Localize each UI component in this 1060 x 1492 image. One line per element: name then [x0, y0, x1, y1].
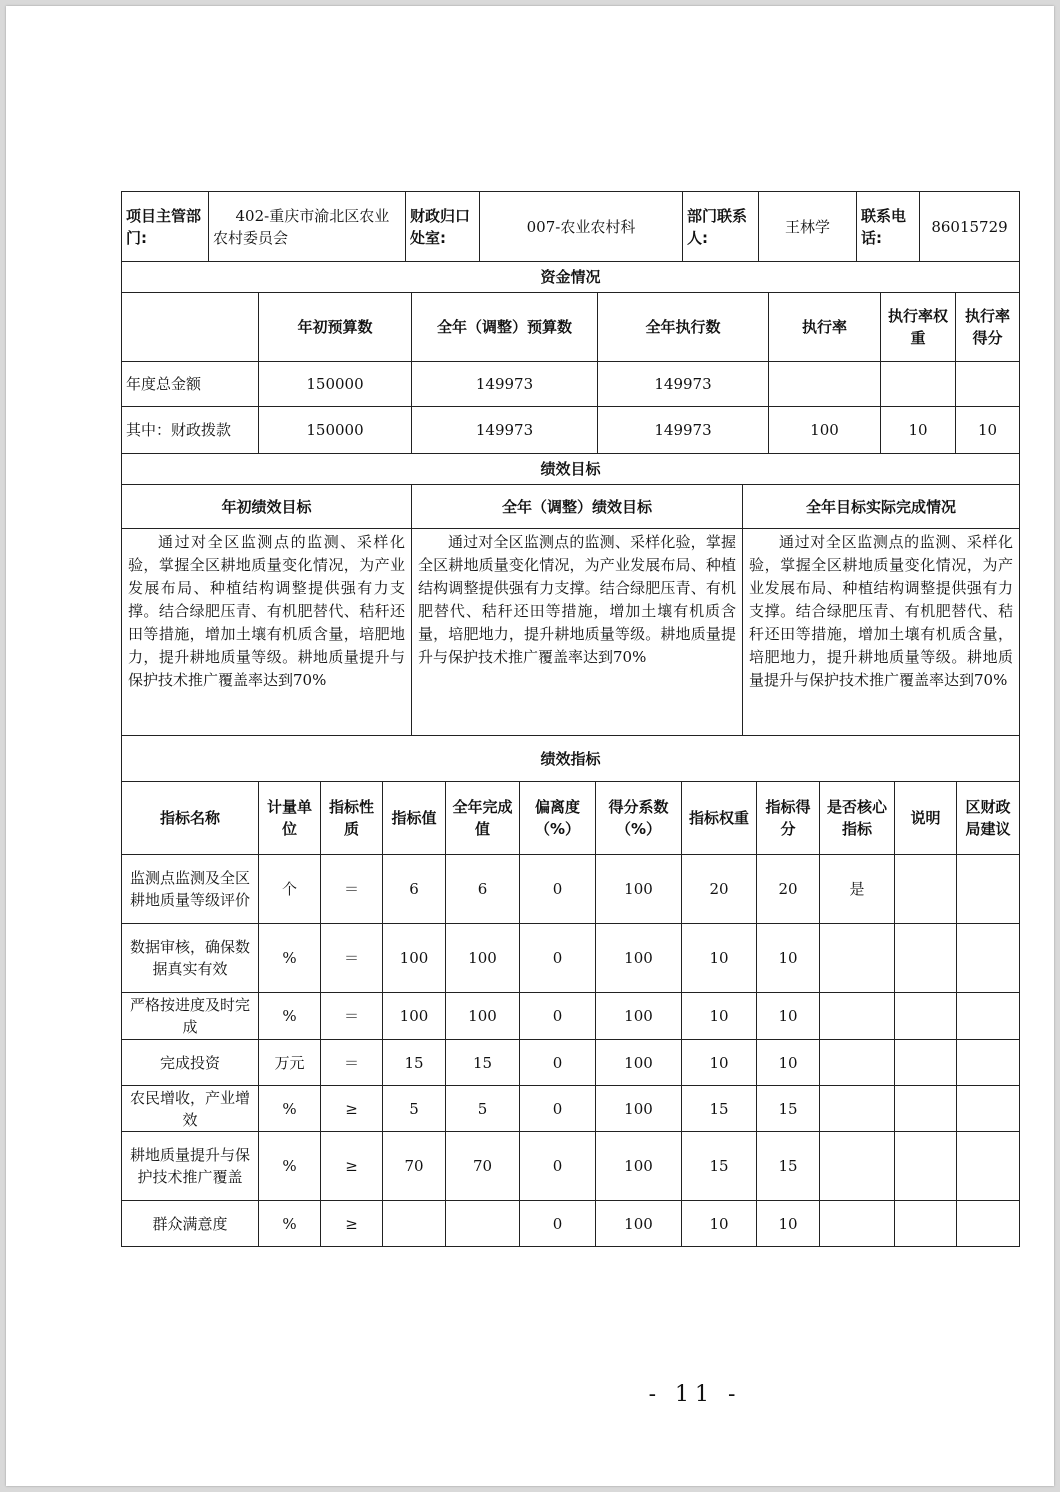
indicator-cell: 100	[596, 993, 682, 1040]
indicator-cell: 100	[446, 993, 520, 1040]
indicator-cell: 6	[446, 855, 520, 924]
indicator-name-cell: 严格按进度及时完成	[122, 993, 259, 1040]
dept-label: 项目主管部门:	[122, 192, 209, 262]
indicator-cell	[383, 1201, 446, 1247]
indicator-cell	[957, 924, 1020, 993]
indicator-cell	[820, 1086, 895, 1132]
ind-header-core: 是否核心指标	[820, 782, 895, 855]
indicator-cell: %	[259, 1132, 321, 1201]
indicator-cell: ＝	[321, 855, 383, 924]
indicator-cell: 10	[757, 1040, 820, 1086]
funds-header-blank	[122, 293, 259, 362]
indicator-cell: 0	[520, 1132, 596, 1201]
indicator-cell: 100	[596, 924, 682, 993]
goals-section-title: 绩效目标	[122, 454, 1020, 485]
indicator-cell	[895, 1201, 957, 1247]
indicator-cell: 0	[520, 1201, 596, 1247]
finance-office-value: 007-农业农村科	[480, 192, 683, 262]
ind-header-note: 说明	[895, 782, 957, 855]
phone-label: 联系电话:	[857, 192, 920, 262]
indicator-cell: 0	[520, 855, 596, 924]
indicator-cell: 70	[446, 1132, 520, 1201]
indicator-cell: 是	[820, 855, 895, 924]
indicator-cell	[820, 993, 895, 1040]
table-row	[122, 1086, 1020, 1132]
funds-header-executed: 全年执行数	[598, 293, 769, 362]
funds-header-rate-weight: 执行率权重	[881, 293, 956, 362]
indicator-cell: 100	[596, 1040, 682, 1086]
funds-row-label: 其中：财政拨款	[122, 407, 259, 454]
funds-section-title: 资金情况	[122, 262, 1020, 293]
indicator-cell: 100	[596, 1201, 682, 1247]
indicator-cell	[957, 993, 1020, 1040]
indicator-cell: 10	[757, 1201, 820, 1247]
funds-cell: 150000	[259, 362, 412, 407]
indicator-cell: ＝	[321, 993, 383, 1040]
funds-row-label: 年度总金额	[122, 362, 259, 407]
funds-header-initial-budget: 年初预算数	[259, 293, 412, 362]
ind-header-deviation: 偏离度（%）	[520, 782, 596, 855]
funds-header-adjusted-budget: 全年（调整）预算数	[412, 293, 598, 362]
indicator-name-cell: 耕地质量提升与保护技术推广覆盖	[122, 1132, 259, 1201]
indicator-cell	[820, 1201, 895, 1247]
indicators-section-title: 绩效指标	[122, 736, 1020, 782]
funds-cell: 149973	[412, 362, 598, 407]
goals-header-actual: 全年目标实际完成情况	[743, 485, 1020, 529]
indicator-cell: 0	[520, 993, 596, 1040]
indicator-name-cell: 监测点监测及全区耕地质量等级评价	[122, 855, 259, 924]
indicator-cell: %	[259, 993, 321, 1040]
indicator-cell: 100	[383, 924, 446, 993]
goals-header-initial: 年初绩效目标	[122, 485, 412, 529]
contact-label: 部门联系人:	[683, 192, 759, 262]
indicator-name-cell: 数据审核，确保数据真实有效	[122, 924, 259, 993]
page-number: - 11 -	[648, 1382, 742, 1407]
indicator-cell	[895, 993, 957, 1040]
ind-header-completed: 全年完成值	[446, 782, 520, 855]
indicator-cell: 6	[383, 855, 446, 924]
indicator-cell: 5	[446, 1086, 520, 1132]
goals-table	[121, 453, 1020, 736]
indicator-cell	[820, 1040, 895, 1086]
indicator-cell: %	[259, 1086, 321, 1132]
table-row	[122, 924, 1020, 993]
ind-header-weight: 指标权重	[682, 782, 757, 855]
finance-office-label: 财政归口处室:	[406, 192, 480, 262]
indicator-name-cell: 完成投资	[122, 1040, 259, 1086]
indicator-cell: 10	[757, 924, 820, 993]
funds-cell: 10	[956, 407, 1020, 454]
indicator-cell: ≥	[321, 1201, 383, 1247]
ind-header-target: 指标值	[383, 782, 446, 855]
indicator-cell: 100	[596, 855, 682, 924]
dept-value: 402-重庆市渝北区农业农村委员会	[209, 192, 406, 262]
indicator-cell: 10	[682, 993, 757, 1040]
indicator-cell: %	[259, 1201, 321, 1247]
indicator-cell: %	[259, 924, 321, 993]
indicator-name-cell: 农民增收，产业增效	[122, 1086, 259, 1132]
indicator-cell: ≥	[321, 1086, 383, 1132]
phone-value: 86015729	[920, 192, 1020, 262]
funds-table	[121, 261, 1020, 454]
indicator-cell: 15	[757, 1086, 820, 1132]
indicator-cell: 15	[446, 1040, 520, 1086]
table-row	[122, 1040, 1020, 1086]
ind-header-unit: 计量单位	[259, 782, 321, 855]
indicator-cell: 10	[682, 924, 757, 993]
ind-header-coefficient: 得分系数（%）	[596, 782, 682, 855]
funds-cell: 10	[881, 407, 956, 454]
funds-cell	[956, 362, 1020, 407]
goal-text-adjusted: 通过对全区监测点的监测、采样化验，掌握全区耕地质量变化情况，为产业发展布局、种植结构调整提供强有力支撑。结合绿肥压青、有机肥替代、秸秆还田等措施，增加土壤有机质含量，培肥地力，提升耕地质量等级。耕地质量提升与保护技术推广覆盖率达到70%	[412, 529, 743, 736]
ind-header-name: 指标名称	[122, 782, 259, 855]
indicator-cell	[895, 855, 957, 924]
goals-header-adjusted: 全年（调整）绩效目标	[412, 485, 743, 529]
indicator-cell	[820, 1132, 895, 1201]
indicator-cell	[446, 1201, 520, 1247]
indicator-cell: 10	[682, 1040, 757, 1086]
indicator-cell	[957, 1201, 1020, 1247]
indicator-cell	[957, 1086, 1020, 1132]
funds-header-rate-score: 执行率得分	[956, 293, 1020, 362]
funds-cell	[881, 362, 956, 407]
funds-cell: 149973	[412, 407, 598, 454]
indicator-cell: 5	[383, 1086, 446, 1132]
ind-header-suggestion: 区财政局建议	[957, 782, 1020, 855]
indicator-cell	[895, 924, 957, 993]
indicator-cell: ＝	[321, 924, 383, 993]
indicator-cell	[820, 924, 895, 993]
indicator-cell: 10	[757, 993, 820, 1040]
indicator-cell: 20	[757, 855, 820, 924]
ind-header-nature: 指标性质	[321, 782, 383, 855]
contact-value: 王林学	[759, 192, 857, 262]
indicator-cell: 万元	[259, 1040, 321, 1086]
indicator-cell: 个	[259, 855, 321, 924]
indicator-name-cell: 群众满意度	[122, 1201, 259, 1247]
indicator-cell: ＝	[321, 1040, 383, 1086]
indicator-cell: 15	[757, 1132, 820, 1201]
funds-cell: 149973	[598, 407, 769, 454]
indicator-cell	[895, 1132, 957, 1201]
table-row	[122, 855, 1020, 924]
indicator-cell	[957, 1132, 1020, 1201]
funds-header-exec-rate: 执行率	[769, 293, 881, 362]
indicator-cell: 100	[596, 1132, 682, 1201]
goal-text-actual: 通过对全区监测点的监测、采样化验，掌握全区耕地质量变化情况，为产业发展布局、种植结构调整提供强有力支撑。结合绿肥压青、有机肥替代、秸秆还田等措施，增加土壤有机质含量，培肥地力，提升耕地质量等级。耕地质量提升与保护技术推广覆盖率达到70%	[743, 529, 1020, 736]
indicator-cell	[957, 855, 1020, 924]
indicators-table	[121, 735, 1020, 1247]
indicator-cell: 10	[682, 1201, 757, 1247]
indicator-cell: 0	[520, 1040, 596, 1086]
indicator-cell: 100	[596, 1086, 682, 1132]
indicator-cell: 15	[383, 1040, 446, 1086]
indicator-cell: 20	[682, 855, 757, 924]
indicator-cell: 100	[383, 993, 446, 1040]
funds-cell: 150000	[259, 407, 412, 454]
table-row	[122, 1201, 1020, 1247]
project-header-table	[121, 191, 1020, 262]
indicator-cell	[895, 1086, 957, 1132]
indicator-cell: 100	[446, 924, 520, 993]
indicators-body	[122, 855, 1020, 1247]
indicator-cell	[957, 1040, 1020, 1086]
indicator-cell: 15	[682, 1086, 757, 1132]
funds-cell: 100	[769, 407, 881, 454]
goal-text-initial: 通过对全区监测点的监测、采样化验，掌握全区耕地质量变化情况，为产业发展布局、种植结构调整提供强有力支撑。结合绿肥压青、有机肥替代、秸秆还田等措施，增加土壤有机质含量，培肥地力，提升耕地质量等级。耕地质量提升与保护技术推广覆盖率达到70%	[122, 529, 412, 736]
indicator-cell: 0	[520, 924, 596, 993]
table-row	[122, 1132, 1020, 1201]
ind-header-score: 指标得分	[757, 782, 820, 855]
funds-cell: 149973	[598, 362, 769, 407]
indicator-cell: 70	[383, 1132, 446, 1201]
indicator-cell: 15	[682, 1132, 757, 1201]
indicator-cell: ≥	[321, 1132, 383, 1201]
indicator-cell: 0	[520, 1086, 596, 1132]
table-row	[122, 993, 1020, 1040]
funds-cell	[769, 362, 881, 407]
indicator-cell	[895, 1040, 957, 1086]
